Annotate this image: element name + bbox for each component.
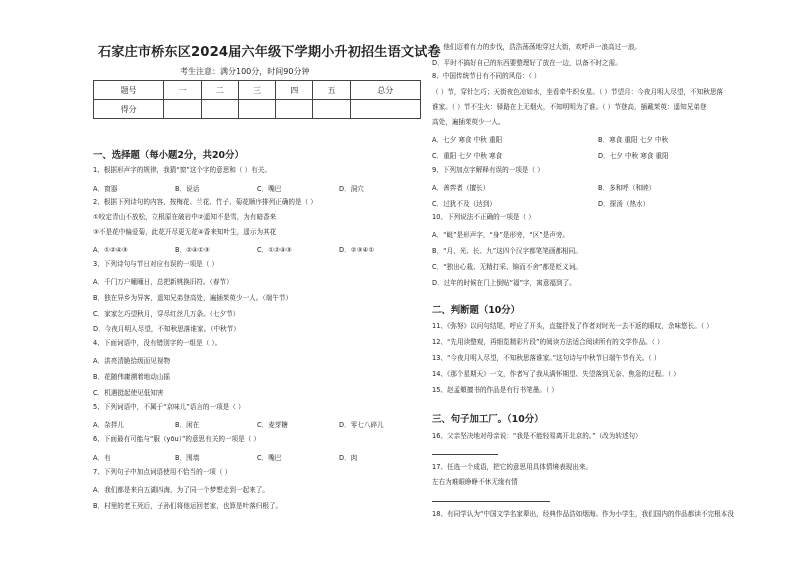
q9-option-c[interactable]: C．过犹不及（达到） <box>432 200 496 208</box>
judge-item-13: 13、“今夜月明人尽望，不知秋思落谁家。”这句诗与中秋节日端午节有关。（ ） <box>432 354 661 362</box>
q2-option-d[interactable]: D．②③④① <box>339 246 375 254</box>
score-table <box>93 80 421 119</box>
q10-option-d[interactable]: D．过年的时候在门上倒贴“福”字，寓意福到了。 <box>432 279 576 287</box>
q4-option-a[interactable]: A．洪亮清脆拾级而见视物 <box>93 357 171 365</box>
score-cell: 五 <box>313 81 350 100</box>
score-cell: 四 <box>276 81 313 100</box>
judge-item-11: 11、《弥努》以问句结尾，呼应了开头，直接抒发了作者对时光一去不返的眼叹，余味悠长。（ ） <box>432 322 713 330</box>
q6-option-a[interactable]: A．有 <box>93 454 111 462</box>
q1-option-c[interactable]: C．嘴巴 <box>257 185 282 193</box>
question-7: 7、下列句子中加点词语使用不恰当的一项（ ） <box>93 468 232 476</box>
q3-option-b[interactable]: B．独在异乡为异客，遥知兄弟登高处，遍插茱萸少一人。（端午节） <box>93 294 293 302</box>
judge-item-15: 15、赵孟頫擅书的作品是有行书笔墨。（ ） <box>432 386 558 394</box>
score-input-cell[interactable] <box>164 100 201 119</box>
q5-option-b[interactable]: B．闲在 <box>175 421 200 429</box>
section1-heading: 一、选择题（每小题2分，共20分） <box>93 150 244 161</box>
q10-option-a[interactable]: A．“蜓”是形声字，“身”是形旁，“区”是声旁。 <box>432 231 570 239</box>
q1-option-d[interactable]: D．洞穴 <box>339 185 364 193</box>
q8-option-d[interactable]: D．七夕 中秋 寒食 重阳 <box>598 152 669 160</box>
q8-option-b[interactable]: B．寒食 重阳 七夕 中秋 <box>598 136 669 144</box>
q5-option-d[interactable]: D．零七八碎儿 <box>339 421 384 429</box>
score-cell: 二 <box>201 81 238 100</box>
question-8-line3: 高处，遍插茱萸少一人。 <box>432 118 505 126</box>
question-18: 18、有同学认为“中国文学名家辈出，经典作品浩如烟海。作为小学生，我们国内的作品都读不完根本没 <box>432 510 734 518</box>
q9-option-b[interactable]: B．多和呼（和睦） <box>598 184 656 192</box>
q2-option-a[interactable]: A．①②④③ <box>93 246 128 254</box>
score-cell: 三 <box>238 81 275 100</box>
question-3: 3、下列诗句与节日对应有误的一项是（ ） <box>93 260 218 268</box>
q7-option-b[interactable]: B．村里的老王死后，子孙们将他运回老家，也算是叶落归根了。 <box>93 502 283 510</box>
q3-option-d[interactable]: D．今夜月明人尽望，不知秋思落谁家。（中秋节） <box>93 325 240 333</box>
score-input-cell[interactable] <box>350 100 420 119</box>
answer-line-17[interactable] <box>432 501 550 502</box>
score-table-header-row <box>94 81 421 100</box>
q9-option-d[interactable]: D．探汤（热水） <box>598 200 650 208</box>
question-1: 1、根据形声字的规律，我猜“窗”这个字的意思和（ ）有关。 <box>93 166 271 174</box>
question-5: 5、下列词语中，不属于“京味儿”语言的一项是（ ） <box>93 403 245 411</box>
question-4: 4、下面词语中，没有错别字的一组是（ ）。 <box>93 339 222 347</box>
q6-option-b[interactable]: B．围墙 <box>175 454 200 462</box>
q9-option-a[interactable]: A．善弈者（擅长） <box>432 184 490 192</box>
q5-option-c[interactable]: C．麦芽糖 <box>257 421 288 429</box>
q2-option-b[interactable]: B．②④①③ <box>175 246 210 254</box>
question-16: 16、父亲坚决地对母亲说：“我是不能轻易离开北京的。”（改为转述句） <box>432 432 642 440</box>
q5-option-a[interactable]: A．杂拌儿 <box>93 421 124 429</box>
score-cell: 一 <box>164 81 201 100</box>
judge-item-12: 12、“先用读整观，再细览精彩片段”的阅读方法适合阅读所有的文学作品。（ ） <box>432 338 664 346</box>
q10-option-b[interactable]: B．“月、光、长、九”这四个汉字都笔笔画都相同。 <box>432 247 582 255</box>
question-17: 17、任选一个成语，把它的意思用具体情境表现出来。 <box>432 463 593 471</box>
section2-heading: 二、判断题（10分） <box>432 305 521 316</box>
question-8: 8、中国传统节日有不同的风俗：（ ） <box>432 72 541 80</box>
question-17-options: 左右为难眼睁睁不休无缘有情 <box>432 478 518 486</box>
q3-option-a[interactable]: A．千门万户曈曈日，总把新桃换旧符。（春节） <box>93 278 233 286</box>
q1-option-a[interactable]: A．窗器 <box>93 185 118 193</box>
question-8-line1: （ ）节，穿针乞巧；天街夜色凉如水，坐看牵牛织女星。（ ）节望月：今夜月明人尽望，不知秋思落 <box>432 88 724 96</box>
score-input-cell[interactable] <box>201 100 238 119</box>
score-input-cell[interactable] <box>313 100 350 119</box>
score-input-cell[interactable] <box>238 100 275 119</box>
answer-line-16[interactable] <box>432 454 498 455</box>
question-2-line2: ③不是花中偏爱菊，此花开尽更无花④香来知叶生，遥示为其花 <box>93 228 277 236</box>
score-cell: 题号 <box>94 81 164 100</box>
q8-option-c[interactable]: C．重阳 七夕 中秋 寒食 <box>432 152 503 160</box>
q8-option-a[interactable]: A．七夕 寒食 中秋 重阳 <box>432 136 503 144</box>
q6-option-c[interactable]: C．嘴巴 <box>257 454 282 462</box>
question-2: 2、根据下列诗句的内容，按梅花、兰花、竹子、菊花顺序排列正确的是（ ） <box>93 198 317 206</box>
question-9: 9、下列加点字解释有误的一项是（ ） <box>432 166 544 174</box>
score-cell: 总分 <box>350 81 420 100</box>
question-8-line2: 谁家。（ ）节不生火：驿路在上无烟火，不知明明为了谁。（ ）节登高，插戴茱萸：遥知兄弟登 <box>432 103 707 111</box>
section3-heading: 三、句子加工厂。（10分） <box>432 414 544 425</box>
score-label-cell: 得分 <box>94 100 164 119</box>
q4-option-b[interactable]: B．花随伟庸溯着地动山摇 <box>93 373 171 381</box>
q6-option-d[interactable]: D．肉 <box>339 454 358 462</box>
q3-option-c[interactable]: C．家家乞巧望秋月，穿尽红丝几万条。（七夕节） <box>93 310 240 318</box>
score-input-cell[interactable] <box>276 100 313 119</box>
q10-option-c[interactable]: C．“独出心栽、无精打采、锦而不舍”都是贬义词。 <box>432 263 582 271</box>
exam-notice: 考生注意：满分100分，时间90分钟 <box>180 67 310 76</box>
question-10: 10、下列说法不正确的一项是（ ） <box>432 213 535 221</box>
question-6: 6、下面最有可能与“服（yōu）”的意思有关的一项是（ ） <box>93 435 260 443</box>
q1-option-b[interactable]: B．说话 <box>175 185 200 193</box>
judge-item-14: 14、《那个星期天》一文，作者写了我从满怀期望、失望落到无奈、焦急的过程。（ ） <box>432 370 680 378</box>
question-2-line1: ①咬定青山不放松，立根原在破岩中②遥知不是雪，为有暗香来 <box>93 213 277 221</box>
q4-option-c[interactable]: C．机遇挺起使见低知害 <box>93 389 164 397</box>
q2-option-c[interactable]: C．①②④③ <box>257 246 292 254</box>
q7-option-a[interactable]: A．我们都是来自五湖四海，为了同一个梦想走到一起来了。 <box>93 486 269 494</box>
q7-option-d[interactable]: D．平时不搞好自己的东西要整理好了放在一边，以备不时之需。 <box>432 59 622 67</box>
score-table-score-row <box>94 100 421 119</box>
q7-option-c[interactable]: C．他们迈着有力的步伐，浩浩荡荡地穿过大街，欢呼声一浪高过一浪。 <box>432 43 642 51</box>
exam-title: 石家庄市桥东区2024届六年级下学期小升初招生语文试卷 <box>98 45 441 60</box>
